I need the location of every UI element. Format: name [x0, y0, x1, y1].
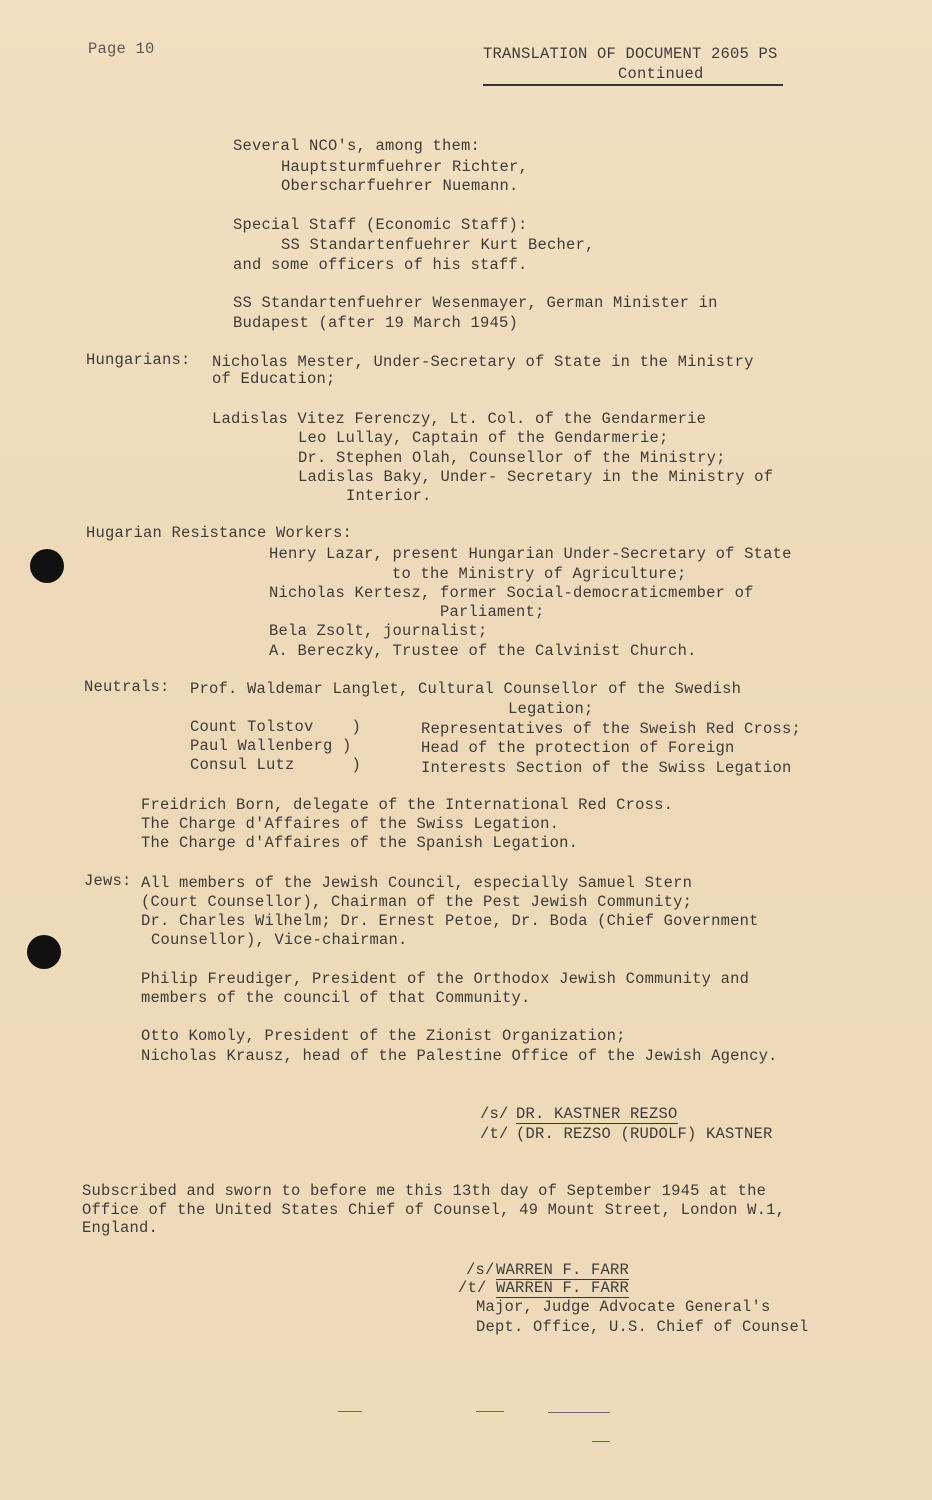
kastner-signed-name: DR. KASTNER REZSO: [516, 1105, 678, 1123]
langlet-line-2: Legation;: [508, 700, 594, 718]
olah: Dr. Stephen Olah, Counsellor of the Ministry;: [298, 449, 726, 467]
becher: SS Standartenfuehrer Kurt Becher,: [281, 236, 595, 254]
bereczky: A. Bereczky, Trustee of the Calvinist Church.: [269, 642, 697, 660]
baky-line-2: Interior.: [346, 487, 432, 505]
neutral-role: Interests Section of the Swiss Legation: [421, 759, 792, 777]
kertesz-line-1: Nicholas Kertesz, former Social-democraticmember of: [269, 584, 754, 602]
faint-mark: [592, 1441, 610, 1442]
swiss-charge: The Charge d'Affaires of the Swiss Legation.: [141, 815, 560, 833]
langlet-line-1: Prof. Waldemar Langlet, Cultural Counsellor of the Swedish: [190, 680, 742, 698]
neutral-name: Paul Wallenberg ): [190, 737, 352, 755]
mester-line-2: of Education;: [212, 370, 336, 388]
header-rule: [483, 84, 783, 86]
farr-signed-name: WARREN F. FARR: [496, 1261, 630, 1279]
document-subtitle: Continued: [618, 65, 704, 83]
ferenczy: Ladislas Vitez Ferenczy, Lt. Col. of the Gendarmerie: [212, 410, 707, 428]
kastner-signed-prefix: /s/: [480, 1105, 509, 1123]
council-line-1: All members of the Jewish Council, especially Samuel Stern: [141, 874, 693, 892]
kertesz-line-2: Parliament;: [440, 603, 545, 621]
council-line-4: Counsellor), Vice-chairman.: [151, 931, 408, 949]
council-line-3: Dr. Charles Wilhelm; Dr. Ernest Petoe, Dr. Boda (Chief Government: [141, 912, 759, 930]
farr-title-line-1: Major, Judge Advocate General's: [476, 1298, 771, 1316]
page-number: Page 10: [88, 40, 155, 58]
neutral-role: Representatives of the Sweish Red Cross;: [421, 720, 802, 738]
becher-staff: and some officers of his staff.: [233, 256, 528, 274]
zsolt: Bela Zsolt, journalist;: [269, 622, 488, 640]
faint-mark: [476, 1411, 504, 1412]
oath-line-2: Office of the United States Chief of Counsel, 49 Mount Street, London W.1,: [82, 1201, 786, 1219]
farr-title-line-2: Dept. Office, U.S. Chief of Counsel: [476, 1318, 809, 1336]
wesenmayer-line-1: SS Standartenfuehrer Wesenmayer, German Minister in: [233, 294, 718, 312]
komoly: Otto Komoly, President of the Zionist Organization;: [141, 1027, 626, 1045]
special-staff: Special Staff (Economic Staff):: [233, 216, 528, 234]
freudiger-line-1: Philip Freudiger, President of the Orthodox Jewish Community and: [141, 970, 750, 988]
wesenmayer-line-2: Budapest (after 19 March 1945): [233, 314, 519, 332]
farr-typed-name: WARREN F. FARR: [496, 1279, 630, 1297]
faint-mark: [338, 1411, 362, 1412]
freudiger-line-2: members of the council of that Community.: [141, 989, 531, 1007]
neutral-name: Count Tolstov ): [190, 718, 362, 736]
mester-line-1: Nicholas Mester, Under-Secretary of State in the Ministry: [212, 353, 754, 371]
oath-line-1: Subscribed and sworn to before me this 13th day of September 1945 at the: [82, 1182, 767, 1200]
lullay: Leo Lullay, Captain of the Gendarmerie;: [298, 429, 669, 447]
punch-hole-top: [30, 549, 64, 583]
farr-signed-prefix: /s/: [466, 1261, 495, 1279]
born: Freidrich Born, delegate of the International Red Cross.: [141, 796, 674, 814]
neutrals-label: Neutrals:: [84, 678, 170, 696]
neutral-role: Head of the protection of Foreign: [421, 739, 735, 757]
lazar-line-1: Henry Lazar, present Hungarian Under-Secretary of State: [269, 545, 792, 563]
kastner-typed-name: (DR. REZSO (RUDOLF) KASTNER: [516, 1125, 773, 1143]
nco-intro: Several NCO's, among them:: [233, 137, 481, 155]
punch-hole-bottom: [27, 935, 61, 969]
resistance-label: Hugarian Resistance Workers:: [86, 524, 353, 542]
faint-mark: [548, 1412, 610, 1413]
jews-label: Jews:: [84, 872, 132, 890]
oath-line-3: England.: [82, 1219, 159, 1237]
council-line-2: (Court Counsellor), Chairman of the Pest Jewish Community;: [141, 893, 693, 911]
baky-line-1: Ladislas Baky, Under- Secretary in the Ministry of: [298, 468, 774, 486]
document-title: TRANSLATION OF DOCUMENT 2605 PS: [483, 45, 778, 63]
nco-richter: Hauptsturmfuehrer Richter,: [281, 158, 529, 176]
kastner-typed-prefix: /t/: [480, 1125, 509, 1143]
spanish-charge: The Charge d'Affaires of the Spanish Legation.: [141, 834, 579, 852]
hungarians-label: Hungarians:: [86, 351, 191, 369]
nco-nuemann: Oberscharfuehrer Nuemann.: [281, 177, 519, 195]
krausz: Nicholas Krausz, head of the Palestine Office of the Jewish Agency.: [141, 1047, 778, 1065]
farr-typed-prefix: /t/: [458, 1279, 487, 1297]
neutral-name: Consul Lutz ): [190, 756, 362, 774]
lazar-line-2: to the Ministry of Agriculture;: [392, 565, 687, 583]
